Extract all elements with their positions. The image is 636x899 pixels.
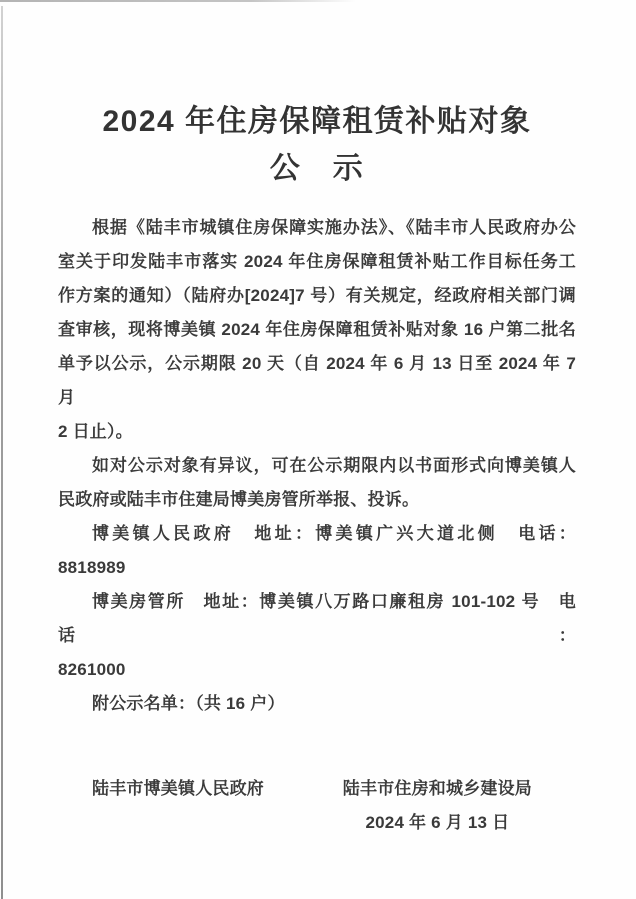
scan-edge-left: [1, 6, 3, 899]
contact-town-government: [58, 517, 576, 585]
doc-body: [58, 211, 576, 840]
paragraph-line: 查审核，现将博美镇 2024 年住房保障租赁补贴对象 16 户第二批名: [58, 320, 576, 339]
contact-phone: 8818989: [58, 558, 126, 577]
paragraph-line: 作方案的通知）（陆府办[2024]7 号）有关规定，经政府相关部门调: [58, 286, 576, 305]
notice-document: [58, 0, 576, 840]
paragraph-basis: [58, 211, 576, 449]
contact-phone: 8261000: [58, 660, 126, 679]
signature-date: 2024 年 6 月 13 日: [365, 813, 510, 832]
paragraph-line: 民政府或陆丰市住建局博美房管所举报、投诉。: [58, 490, 420, 509]
paragraph-line: 单予以公示，公示期限 20 天（自 2024 年 6 月 13 日至 2024 年 7 月: [58, 354, 576, 407]
signature-left-org: 陆丰市博美镇人民政府: [92, 779, 264, 798]
paragraph-line: 室关于印发陆丰市落实 2024 年住房保障租赁补贴工作目标任务工: [58, 252, 576, 271]
contact-line: 博美镇人民政府 地址：博美镇广兴大道北侧 电话：: [92, 524, 576, 543]
paragraph-objection: [58, 449, 576, 517]
paragraph-line: 根据《陆丰市城镇住房保障实施办法》、《陆丰市人民政府办公: [92, 218, 576, 237]
signature-block: [58, 772, 576, 840]
contact-housing-office: [58, 585, 576, 687]
signature-right-org: 陆丰市住房和城乡建设局: [342, 779, 532, 798]
paragraph-line: 2 日止）。: [58, 422, 133, 441]
doc-title-line1: 2024 年住房保障租赁补贴对象: [102, 105, 532, 138]
signature-right: [343, 772, 532, 840]
paragraph-line: 如对公示对象有异议，可在公示期限内以书面形式向博美镇人: [92, 456, 576, 475]
doc-title-line2: 公 示: [269, 152, 365, 185]
attachment-note: 附公示名单：（共 16 户）: [92, 694, 285, 713]
contact-line: 博美房管所 地址：博美镇八万路口廉租房 101-102 号 电话：: [58, 592, 576, 645]
